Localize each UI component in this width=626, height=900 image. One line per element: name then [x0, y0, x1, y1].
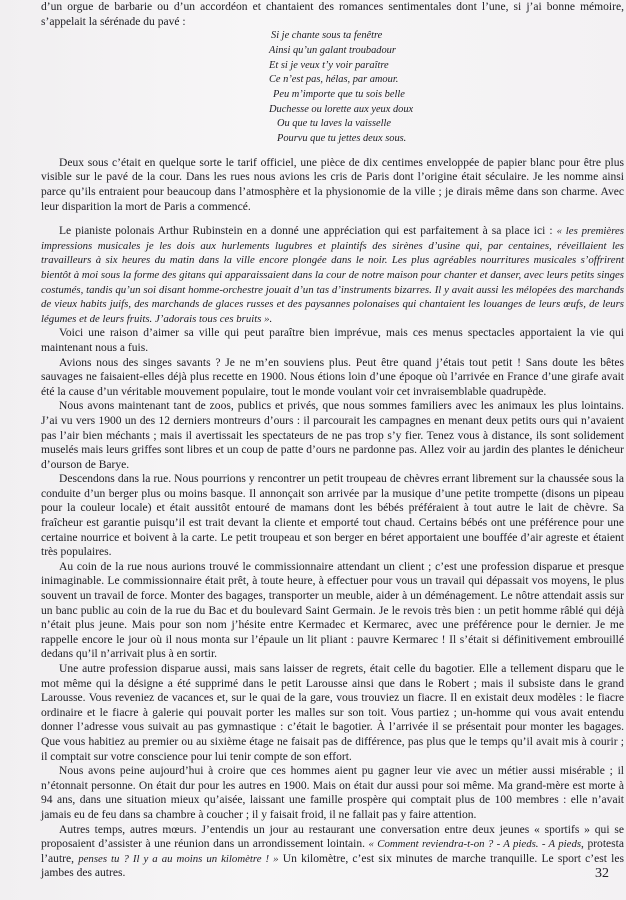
paragraph-2: Deux sous c’était en quelque sorte le tarif officiel, une pièce de dix centimes enveloppée de papier blanc pour être plus visible sur le pavé de la cour. Dans les rues nous avions les cris de Paris dont l’origine était séculaire. Je les nomme ainsi parce qu’ils entraient pour beaucoup dans l’atmosphère et la physionomie de la ville ; je dirais même dans son charme. Avec leur disparition la mort de Paris a commencé.	[41, 156, 624, 213]
paragraph-5: Avions nous des singes savants ? Je ne m’en souviens plus. Peut être quand j’étais tout petit ! Sans doute les bêtes sauvages ne faisaient-elles déjà plus recette en 1900. Nous étions loin d’une époque où l’arrivée en France d’une girafe avait été la cause d’un véritable mouvement populaire, tout le monde voulant voir cet invraisemblable quadrupède.	[41, 356, 624, 398]
verse-line-2: Ainsi qu’un galant troubadour	[269, 44, 396, 56]
paragraph-1: d’un orgue de barbarie ou d’un accordéon et chantaient des romances sentimentales dont l’une, si j’ai bonne mémoire, s’appelait la sérénade du pavé :	[41, 1, 624, 28]
paragraph-10: Nous avons peine aujourd’hui à croire que ces hommes aient pu gagner leur vie avec un métier aussi misérable ; il n’étonnait personne. On était dur pour les autres en 1900. Mais on était dur aussi pour soi même. Ma grand-mère est morte à 94 ans, dans une situation mieux qu’aisée, laissant une famille prospère qui comptait plus de 100 membres : elle n’avait jamais eu de feu dans sa chambre à coucher ; il y faisait froid, il ne fallait pas y faire attention.	[41, 765, 624, 821]
verse-line-4: Ce n’est pas, hélas, par amour.	[269, 74, 399, 86]
song-verse	[269, 29, 624, 147]
paragraph-6: Nous avons maintenant tant de zoos, publics et privés, que nous sommes familiers avec les animaux les plus lointains. J’ai vu vers 1900 un des 12 derniers montreurs d’ours : il parcourait les campagnes en menant deux petits ours qui n’avaient pas l’air bien méchants ; mais il avertissait les spectateurs de ne pas trop s’y fier. Tenez vous à distance, ils sont solidement muselés mais leurs griffes sont libres et un coup de patte d’ours ne pardonne pas. Allez voir au jardin des plantes le dénicheur d’ourson de Barye.	[41, 400, 624, 471]
verse-line-7: Ou que tu laves la vaisselle	[277, 118, 391, 130]
paragraph-8: Au coin de la rue nous aurions trouvé le commissionnaire attendant un client ; c’est une profession disparue et presque inimaginable. Le commissionnaire était prêt, à toute heure, à effectuer pour vous un travail qui dépassait vos moyens, le plus souvent un travail de force. Monter des bagages, transporter un meuble, aider à un déménagement. Le nôtre attendait assis sur un banc public au coin de la rue du Bac et du boulevard Saint Germain. Je le revois très bien : un petit homme râblé qui déjà n’était plus jeune. Mais pour son nom j’hésite entre Kermadec et Kermarec, avec une préférence pour le dernier. Je me rappelle encore le jour où il nous monta sur l’épaule un lit pliant : pauvre Kermarec ! Il s’était si définitivement embrouillé dedans qu’il n’arrivait plus à en sortir.	[41, 560, 624, 661]
paragraph-3	[41, 224, 624, 326]
page-body	[41, 0, 624, 881]
paragraph-11-mid: , protesta l’autre,	[41, 838, 624, 865]
verse-line-8: Pourvu que tu jettes deux sous.	[277, 133, 407, 145]
sportif-quote-1: « Comment reviendra-t-on ? - A pieds. - A pieds	[368, 838, 582, 851]
paragraph-4: Voici une raison d’aimer sa ville qui peut paraître bien imprévue, mais ces menus spectacles apportaient la vie qui maintenant nous a fuis.	[41, 327, 624, 354]
paragraph-11-lead: Autres temps, autres mœurs. J’entendis un jour au restaurant une conversation entre deux jeunes « sportifs » qui se proposaient d’assister à une réunion dans un arrondissement lointain.	[41, 823, 624, 851]
page-number: 32	[595, 866, 609, 881]
paragraph-3-lead: Le pianiste polonais Arthur Rubinstein en a donné une appréciation qui est parfaitement à sa place ici :	[59, 225, 557, 238]
paragraph-11-tail: Un kilomètre, c’est six minutes de marche tranquille. Le sport c’est les jambes des autres.	[41, 852, 624, 880]
rubinstein-quote: « les premières impressions musicales je les dois aux hurlements lugubres et plaintifs des sirènes d’usine qui, par centaines, réveillaient les travailleurs à six heures du matin dans la ville encore plongée dans le noir. Les plus agréables nourritures musicales s’offrirent bientôt à moi sous la forme des gitans qui apparaissaient dans la cour de notre maison pour chanter et danser, avec leurs petits singes costumés, tandis qu’un soi disant homme-orchestre jouait d’un tas d’instruments bizarres. Il y avait aussi les mélopées des marchands de vieux habits juifs, des marchands de glaces russes et des paysannes polonaises qui chantaient les louanges de leurs œufs, de leurs légumes et de leurs fruits. J’adorais tous ces bruits ».	[41, 225, 624, 325]
paragraph-7: Descendons dans la rue. Nous pourrions y rencontrer un petit troupeau de chèvres errant librement sur la chaussée sous la conduite d’un berger plus ou moins basque. Il annonçait son arrivée par la musique d’une petite trompette (disons un pipeau pour la couleur locale) et était aussitôt entouré de mamans dont les bébés préféraient à tout autre le lait de chèvre. Sa fraîcheur est garantie puisqu’il est trait devant la cliente et emporté tout chaud. Certains bébés ont une préférence pour une certaine nourrice et boivent à la carte. Le petit troupeau et son berger en béret apportaient une bouffée d’air agreste et étaient très populaires.	[41, 473, 624, 559]
verse-line-3: Et si je veux t’y voir paraître	[269, 59, 389, 71]
verse-line-6: Duchesse ou lorette aux yeux doux	[269, 103, 414, 115]
paragraph-9: Une autre profession disparue aussi, mais sans laisser de regrets, était celle du bagotier. Elle a tellement disparu que le mot même qui la désigne a été supprimé dans le petit Larousse ainsi que dans le Robert ; mais il subsiste dans le grand Larousse. Vous reveniez de vacances et, sur le quai de la gare, vous trouviez un fiacre. Il en existait deux modèles : le fiacre ordinaire et le fiacre à galerie qui pouvait porter les malles sur son toit. Vous partiez ; un-homme qui vous avait entendu donner l’adresse vous suivait au pas gymnastique : c’était le bagotier. À l’arrivée il se présentait pour monter les bagages. Que vous habitiez au premier ou au sixième étage ne faisait pas de différence, pas plus que le temps qu’il avait mis à courir ; il comptait sur votre conscience pour lui tenir compte de son effort.	[41, 663, 624, 763]
verse-line-1: Si je chante sous ta fenêtre	[271, 30, 383, 42]
verse-line-5: Peu m’importe que tu sois belle	[273, 89, 405, 100]
sportif-quote-2: penses tu ? Il y a au moins un kilomètre ! »	[78, 852, 279, 865]
paragraph-11	[41, 823, 624, 881]
